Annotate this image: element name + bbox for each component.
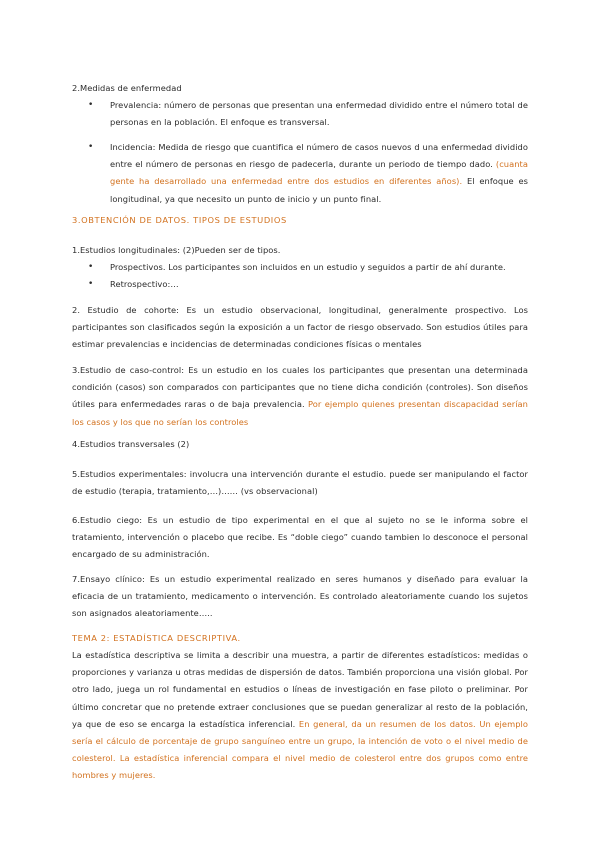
list-item-prospectivos: • Prospectivos. Los participantes son incluidos en un estudio y seguidos a partir de ahí durante. (72, 259, 528, 276)
caso-control-paragraph: 3.Estudio de caso-control: Es un estudio en los cuales los participantes que presentan una determinada condición (casos) son comparados con participantes que no tiene dicha condición (controles). Son diseños útiles para enfermedades raras o de baja prevalencia. Por ejemplo quienes presentan discapacidad serían los casos y los que no serían los controles (72, 365, 528, 427)
medidas-title: 2.Medidas de enfermedad (72, 83, 182, 93)
ciego-paragraph: 6.Estudio ciego: Es un estudio de tipo experimental en el que al sujeto no se le informa sobre el tratamiento, intervención o placebo que recibe. Es “doble ciego” cuando tambien lo desconoce el personal encargado de su administración. (72, 515, 528, 560)
list-item-incidencia: • Incidencia: Medida de riesgo que cuantifica el número de casos nuevos d una enfermedad dividido entre el número de personas en riesgo de padecerla, durante un periodo de tiempo dado. (cuanta gente ha desarrollado una enfermedad entre dos estudios en diferentes años). El enfoque es longitudinal, ya que necesito un punto de inicio y un punto final. (72, 139, 528, 208)
incidencia-note: (cuanta gente ha desarrollado una enfermedad entre dos estudios en diferentes años). (110, 159, 528, 187)
list-item-prevalencia: • Prevalencia: número de personas que presentan una enfermedad dividido entre el número total de personas en la población. El enfoque es transversal. (72, 97, 528, 131)
longitudinales-title: 1.Estudios longitudinales: (2)Pueden ser de tipos. (72, 245, 281, 255)
transversales-paragraph: 4.Estudios transversales (2) (72, 439, 190, 449)
cohorte-paragraph: 2. Estudio de cohorte: Es un estudio observacional, longitudinal, generalmente prospectivo. Los participantes son clasificados según la exposición a un factor de riesgo observado. Son estudios útiles para estimar prevalencias e incidencias de determinadas condiciones físicas o mentales (72, 305, 528, 350)
tema2-paragraph: La estadística descriptiva se limita a describir una muestra, a partir de diferentes estadísticos: medidas o proporciones y varianza u otras medidas de dispersión de datos. También proporciona una visión global. Por otro lado, juega un rol fundamental en estudios o líneas de investigación en fase piloto o preliminar. Por último concretar que no pretende extraer conclusiones que se puedan generalizar al resto de la población, ya que de eso se encarga la estadística inferencial. En general, da un resumen de los datos. Un ejemplo sería el cálculo de porcentaje de grupo sanguíneo entre un grupo, la intención de voto o el nivel medio de colesterol. La estadística inferencial compara el nivel medio de colesterol entre dos grupos como entre hombres y mujeres. (72, 650, 528, 781)
medidas-list (72, 97, 528, 131)
medidas-list-2 (72, 139, 528, 208)
longitudinales-list (72, 259, 528, 293)
obtencion-heading: 3.OBTENCIÓN DE DATOS. TIPOS DE ESTUDIOS (72, 215, 287, 225)
tema2-heading: TEMA 2: ESTADÍSTICA DESCRIPTIVA. (72, 633, 241, 643)
ensayo-paragraph: 7.Ensayo clínico: Es un estudio experimental realizado en seres humanos y diseñado para evaluar la eficacia de un tratamiento, medicamento o intervención. Es controlado aleatoriamente cuando los sujetos son asignados aleatoriamente….. (72, 574, 528, 619)
incidencia-tail: El enfoque es longitudinal, ya que necesito un punto de inicio y un punto final. (110, 176, 529, 204)
caso-control-example: Por ejemplo quienes presentan discapacidad serían los casos y los que no serían los controles (72, 399, 528, 427)
experimentales-paragraph: 5.Estudios experimentales: involucra una intervención durante el estudio. puede ser manipulando el factor de estudio (terapia, tratamiento,…)…… (vs observacional) (72, 469, 528, 497)
list-item-retrospectivo: • Retrospectivo:… (72, 276, 528, 293)
tema2-note: En general, da un resumen de los datos. Un ejemplo sería el cálculo de porcentaje de grupo sanguíneo entre un grupo, la intención de voto o el nivel medio de colesterol. La estadística inferencial compara el nivel medio de colesterol entre dos grupos como entre hombres y mujeres. (72, 718, 528, 781)
